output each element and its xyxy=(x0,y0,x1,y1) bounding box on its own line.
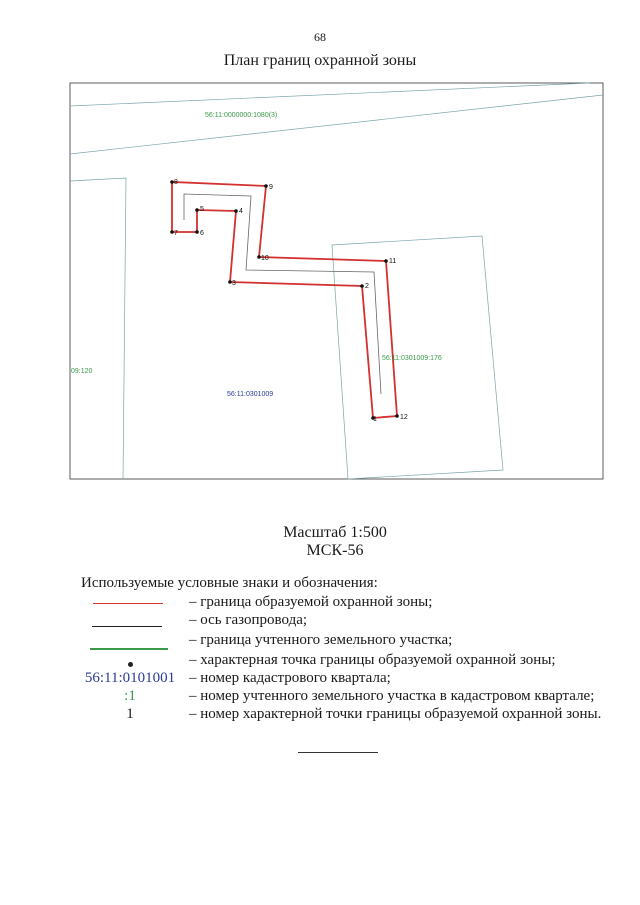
boundary-point-5 xyxy=(195,208,199,212)
boundary-point-11 xyxy=(384,259,388,263)
page-title: План границ охранной зоны xyxy=(223,52,417,69)
boundary-point-label-7: 7 xyxy=(174,230,178,237)
boundary-point-label-3: 3 xyxy=(232,280,236,287)
legend-dot-symbol xyxy=(78,652,182,672)
boundary-point-label-12: 12 xyxy=(400,414,408,421)
legend-point-number-symbol: 1 xyxy=(126,706,134,722)
legend-title: Используемые условные знаки и обозначения: xyxy=(81,575,378,591)
boundary-point-9 xyxy=(264,184,268,188)
legend-item-text: – граница образуемой охранной зоны; xyxy=(189,594,433,610)
legend-green-line-symbol xyxy=(90,648,168,650)
protection-zone-boundary xyxy=(172,182,397,418)
parcel-label-left: 09:120 xyxy=(71,368,93,375)
legend-black-line-symbol xyxy=(92,626,162,627)
boundary-points xyxy=(170,179,408,423)
closing-rule xyxy=(298,752,378,753)
boundary-point-label-6: 6 xyxy=(200,230,204,237)
legend-item-zone-boundary xyxy=(0,594,640,612)
page-number: 68 xyxy=(314,30,326,44)
boundary-point-6 xyxy=(195,230,199,234)
gas-pipeline-axis xyxy=(184,194,381,394)
legend-item-quarter-number xyxy=(0,670,640,688)
boundary-point-label-8: 8 xyxy=(174,179,178,186)
boundary-point-label-4: 4 xyxy=(239,208,243,215)
legend-item-text: – номер характерной точки границы образуемой охранной зоны. xyxy=(189,706,602,722)
boundary-point-4 xyxy=(234,209,238,213)
legend-item-text: – номер учтенного земельного участка в кадастровом квартале; xyxy=(189,688,595,704)
legend-item-text: – номер кадастрового квартала; xyxy=(189,670,391,686)
legend-item-text: – характерная точка границы образуемой охранной зоны; xyxy=(189,652,556,668)
boundary-point-label-10: 10 xyxy=(261,255,269,262)
boundary-point-label-1: 1 xyxy=(373,416,377,423)
legend-item-parcel-number xyxy=(0,688,640,706)
legend-item-parcel-boundary xyxy=(0,632,640,650)
boundary-point-label-2: 2 xyxy=(365,283,369,290)
crs-text: МСК-56 xyxy=(306,542,364,559)
legend-item-gas-axis xyxy=(0,612,640,630)
boundary-point-12 xyxy=(395,414,399,418)
map-frame xyxy=(70,83,603,479)
dot-icon xyxy=(128,662,133,667)
parcel-label-right: 56:11:0301009:176 xyxy=(382,355,442,362)
parcel-boundaries xyxy=(70,83,603,479)
legend-item-point xyxy=(0,652,640,670)
parcel-line-top-lower xyxy=(70,95,603,154)
parcel-line-left xyxy=(70,178,126,479)
legend-item-point-number xyxy=(0,706,640,724)
parcel-label-top: 56:11:0000000:1080(3) xyxy=(205,112,278,119)
quarter-label: 56:11:0301009 xyxy=(227,391,274,398)
boundary-point-label-9: 9 xyxy=(269,184,273,191)
boundary-point-label-5: 5 xyxy=(200,206,204,213)
legend-parcel-number-symbol: :1 xyxy=(124,688,136,704)
boundary-point-label-11: 11 xyxy=(389,258,397,265)
legend-quarter-number-symbol: 56:11:0101001 xyxy=(84,670,176,686)
boundary-point-2 xyxy=(360,284,364,288)
legend-red-line-symbol xyxy=(93,603,163,604)
legend-item-text: – ось газопровода; xyxy=(189,612,308,628)
parcel-line-top-upper xyxy=(70,83,590,106)
legend-item-text: – граница учтенного земельного участка; xyxy=(189,632,453,648)
scale-text: Масштаб 1:500 xyxy=(283,524,387,541)
